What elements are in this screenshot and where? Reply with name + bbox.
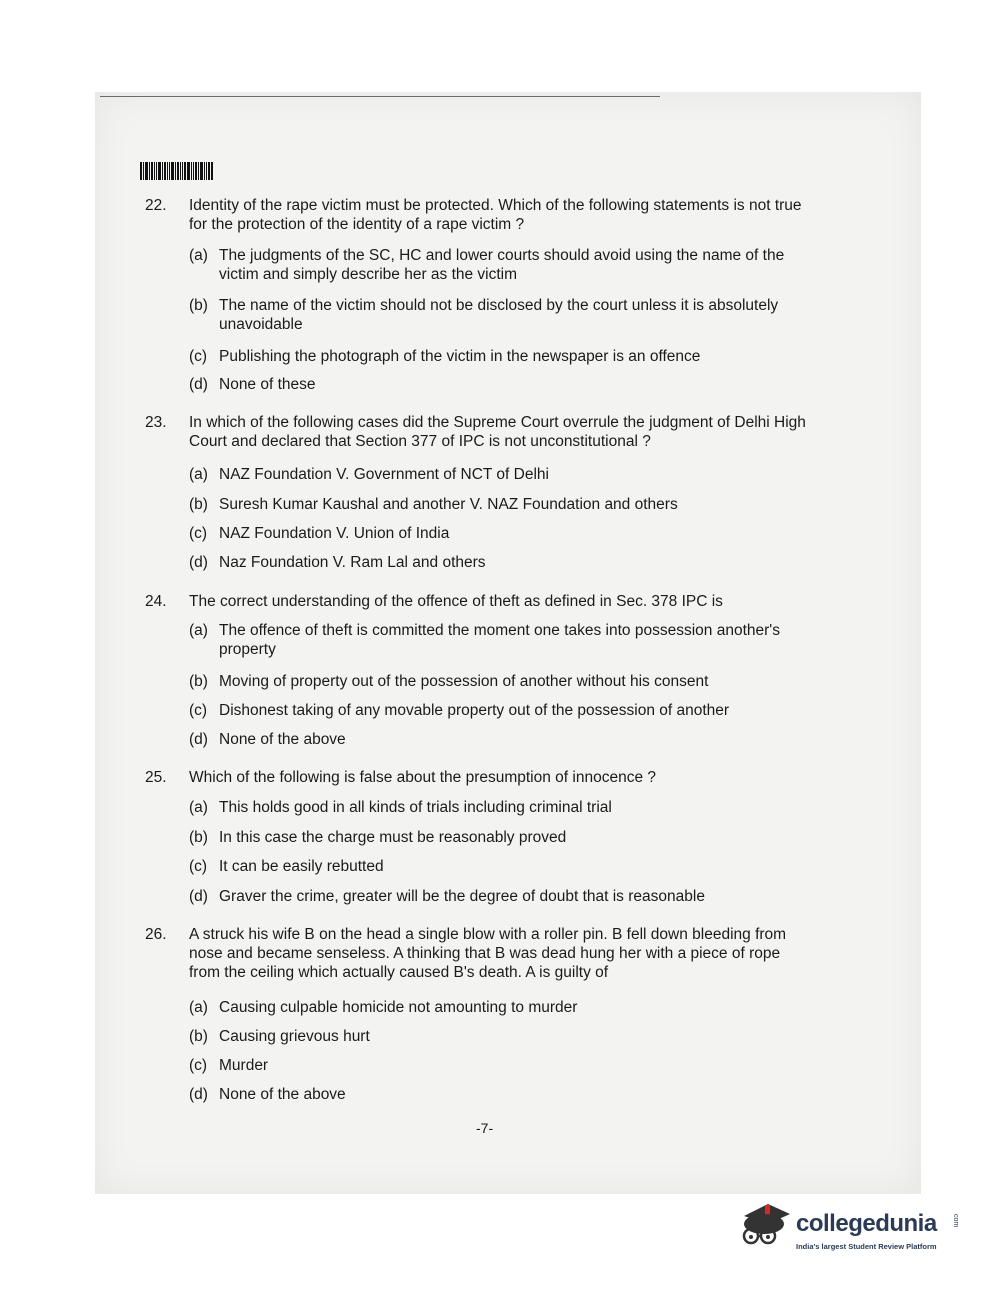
- question-number: 25.: [145, 769, 167, 786]
- option-d: [189, 375, 804, 394]
- option-text: Naz Foundation V. Ram Lal and others: [219, 554, 486, 571]
- option-letter: (a): [189, 622, 208, 639]
- brand-name: collegedunia: [796, 1210, 937, 1237]
- option-text: This holds good in all kinds of trials including criminal trial: [219, 799, 612, 816]
- option-a: [189, 621, 804, 659]
- option-text: The name of the victim should not be disclosed by the court unless it is absolutely unavoidable: [219, 297, 779, 333]
- mascot-icon: [738, 1200, 794, 1256]
- option-letter: (a): [189, 247, 208, 264]
- question-text: A struck his wife B on the head a single blow with a roller pin. B fell down bleeding from nose and became senseless. A thinking that B was dead hung her with a piece of rope from the ceiling which actually caused B's death. A is guilty of: [189, 926, 787, 981]
- option-d: [189, 553, 804, 572]
- brand-suffix: com: [952, 1214, 959, 1228]
- option-letter: (c): [189, 702, 208, 719]
- option-c: [189, 524, 804, 543]
- option-c: [189, 701, 804, 720]
- option-letter: (a): [189, 999, 208, 1016]
- option-c: [189, 1056, 804, 1075]
- option-letter: (d): [189, 376, 208, 393]
- option-b: [189, 495, 804, 514]
- collegedunia-logo: [738, 1200, 970, 1260]
- question-25: [145, 768, 815, 916]
- option-a: [189, 998, 804, 1017]
- option-a: [189, 246, 804, 284]
- option-letter: (c): [189, 858, 208, 875]
- option-letter: (d): [189, 1086, 208, 1103]
- question-text: Which of the following is false about the presumption of innocence ?: [189, 769, 656, 786]
- option-text: NAZ Foundation V. Government of NCT of Delhi: [219, 466, 549, 483]
- option-text: Dishonest taking of any movable property out of the possession of another: [219, 702, 730, 719]
- page-top-rule: [100, 96, 660, 97]
- option-d: [189, 887, 804, 906]
- question-number: 23.: [145, 414, 167, 431]
- option-letter: (a): [189, 799, 208, 816]
- option-letter: (a): [189, 466, 208, 483]
- option-c: [189, 857, 804, 876]
- option-b: [189, 672, 804, 691]
- option-text: It can be easily rebutted: [219, 858, 384, 875]
- option-b: [189, 828, 804, 847]
- option-letter: (c): [189, 1057, 208, 1074]
- option-b: [189, 296, 804, 334]
- question-26: [145, 925, 815, 1110]
- option-b: [189, 1027, 804, 1046]
- option-a: [189, 798, 804, 817]
- option-text: None of the above: [219, 1086, 346, 1103]
- option-text: The offence of theft is committed the moment one takes into possession another's property: [219, 622, 780, 658]
- question-text: The correct understanding of the offence of theft as defined in Sec. 378 IPC is: [189, 593, 723, 610]
- option-letter: (d): [189, 554, 208, 571]
- option-c: [189, 347, 804, 366]
- option-letter: (c): [189, 525, 208, 542]
- question-number: 24.: [145, 593, 167, 610]
- question-text: In which of the following cases did the Supreme Court overrule the judgment of Delhi High Court and declared that Section 377 of IPC is not unconstitutional ?: [189, 414, 806, 450]
- option-letter: (d): [189, 888, 208, 905]
- option-d: [189, 1085, 804, 1104]
- option-letter: (b): [189, 297, 208, 314]
- option-text: None of the above: [219, 731, 346, 748]
- option-letter: (b): [189, 673, 208, 690]
- option-letter: (b): [189, 1028, 208, 1045]
- option-letter: (c): [189, 348, 208, 365]
- option-text: Moving of property out of the possession of another without his consent: [219, 673, 709, 690]
- question-number: 22.: [145, 197, 167, 214]
- option-text: In this case the charge must be reasonably proved: [219, 829, 567, 846]
- question-text: Identity of the rape victim must be protected. Which of the following statements is not true for the protection of the identity of a rape victim ?: [189, 197, 802, 233]
- option-text: NAZ Foundation V. Union of India: [219, 525, 450, 542]
- option-a: [189, 465, 804, 484]
- option-text: None of these: [219, 376, 316, 393]
- option-letter: (b): [189, 829, 208, 846]
- option-text: Graver the crime, greater will be the degree of doubt that is reasonable: [219, 888, 705, 905]
- option-text: Publishing the photograph of the victim in the newspaper is an offence: [219, 348, 701, 365]
- question-23: [145, 413, 815, 578]
- page-number: -7-: [476, 1120, 494, 1136]
- option-text: Suresh Kumar Kaushal and another V. NAZ Foundation and others: [219, 496, 678, 513]
- question-22: [145, 196, 815, 391]
- option-text: Causing culpable homicide not amounting to murder: [219, 999, 578, 1016]
- brand-tagline: India's largest Student Review Platform: [796, 1242, 937, 1251]
- option-text: Causing grievous hurt: [219, 1028, 370, 1045]
- option-d: [189, 730, 804, 749]
- option-text: Murder: [219, 1057, 269, 1074]
- option-letter: (d): [189, 731, 208, 748]
- question-number: 26.: [145, 926, 167, 943]
- question-24: [145, 592, 815, 757]
- option-text: The judgments of the SC, HC and lower courts should avoid using the name of the victim and simply describe her as the victim: [219, 247, 785, 283]
- option-letter: (b): [189, 496, 208, 513]
- barcode: [140, 162, 214, 180]
